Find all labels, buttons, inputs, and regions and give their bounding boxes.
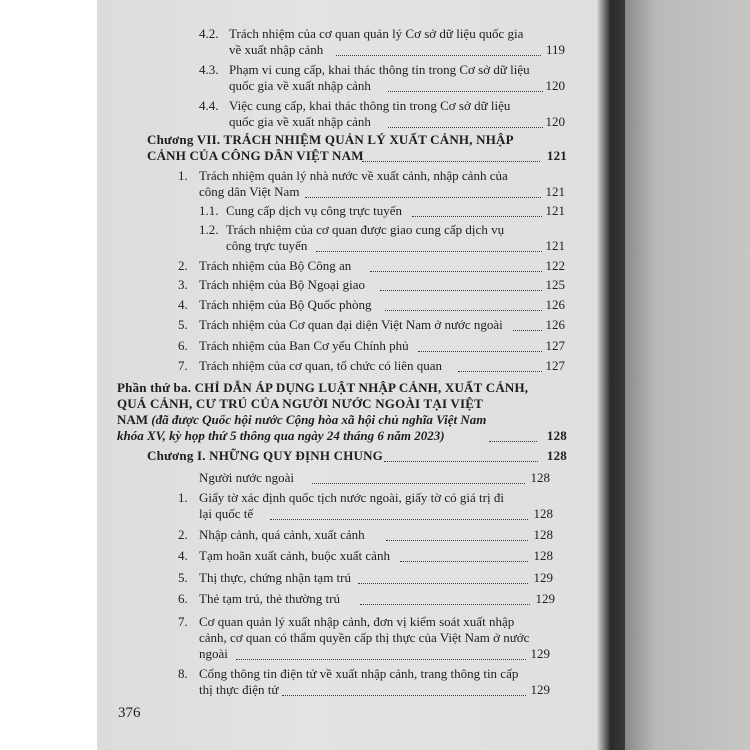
entry-number: 1. — [178, 490, 188, 505]
leader-dots — [236, 659, 526, 660]
page-number-ref: 129 — [533, 570, 553, 585]
entry-text: Người nước ngoài — [199, 470, 294, 485]
page-number-ref: 128 — [533, 506, 553, 521]
entry-number: 3. — [178, 277, 188, 292]
entry-number: 4.4. — [199, 98, 219, 113]
leader-dots — [458, 371, 542, 372]
entry-text: Cơ quan quản lý xuất nhập cảnh, đơn vị kiểm soát xuất nhập — [199, 614, 515, 629]
entry-number: 1.2. — [199, 222, 219, 237]
leader-dots — [388, 127, 543, 128]
entry-text-cont: quốc gia về xuất nhập cảnh — [229, 114, 371, 129]
leader-dots — [384, 461, 538, 462]
page-number-ref: 129 — [535, 591, 555, 606]
entry-text-cont: quốc gia về xuất nhập cảnh — [229, 78, 371, 93]
page-number-ref: 119 — [545, 42, 565, 57]
book-gutter — [597, 0, 627, 750]
page-number-ref: 126 — [545, 317, 565, 332]
leader-dots — [380, 290, 542, 291]
entry-text-cont: ngoài — [199, 646, 228, 661]
entry-text-cont: cảnh, cơ quan có thẩm quyền cấp thị thực của Việt Nam ở nước — [199, 630, 530, 645]
part-3-heading-cont: QUÁ CẢNH, CƯ TRÚ CỦA NGƯỜI NƯỚC NGOÀI TẠI VIỆT — [117, 396, 484, 411]
leader-dots — [370, 271, 542, 272]
toc-entry-ch1-7-cont — [199, 630, 529, 646]
page-number-ref: 120 — [545, 78, 565, 93]
entry-number: 2. — [178, 258, 188, 273]
page-number-ref: 126 — [545, 297, 565, 312]
entry-number: 7. — [178, 614, 188, 629]
entry-text: Việc cung cấp, khai thác thông tin trong Cơ sở dữ liệu — [229, 98, 511, 113]
entry-text: Cung cấp dịch vụ công trực tuyến — [226, 203, 403, 218]
part-3-subtitle-cont: khóa XV, kỳ họp thứ 5 thông qua ngày 24 tháng 6 năm 2023) — [117, 428, 445, 443]
toc-entry-1-2-cont — [226, 238, 307, 254]
page-number-ref: 128 — [530, 470, 550, 485]
toc-entry-4-3-cont — [229, 78, 371, 94]
page-number-ref: 127 — [545, 338, 565, 353]
entry-text: Giấy tờ xác định quốc tịch nước ngoài, giấy tờ có giá trị đi — [199, 490, 504, 505]
leader-dots — [282, 695, 526, 696]
entry-number: 5. — [178, 317, 188, 332]
page-number-ref: 129 — [530, 646, 550, 661]
entry-text: Trách nhiệm của Bộ Quốc phòng — [199, 297, 372, 312]
chapter-7-heading: Chương VII. TRÁCH NHIỆM QUẢN LÝ XUẤT CẢNH, NHẬP — [147, 132, 514, 147]
leader-dots — [358, 583, 528, 584]
leader-dots — [316, 251, 542, 252]
page-number-ref: 121 — [545, 203, 565, 218]
leader-dots — [400, 561, 528, 562]
entry-text: Thẻ tạm trú, thẻ thường trú — [199, 591, 341, 606]
page-number-ref: 121 — [545, 184, 565, 199]
entry-text-cont: về xuất nhập cảnh — [229, 42, 324, 57]
entry-number: 4. — [178, 548, 188, 563]
page-number-ref: 121 — [546, 148, 567, 163]
page-number-ref: 128 — [546, 428, 567, 443]
page-number-ref: 120 — [545, 114, 565, 129]
entry-text-cont: lại quốc tế — [199, 506, 254, 521]
leader-dots — [305, 197, 541, 198]
page-number-ref: 128 — [533, 527, 553, 542]
entry-text: Cổng thông tin điện tử về xuất nhập cảnh, trang thông tin cấp — [199, 666, 519, 681]
toc-entry-ch1-1-cont — [199, 506, 253, 522]
leader-dots — [360, 604, 530, 605]
entry-number: 4.2. — [199, 26, 219, 41]
part-3-heading: Phần thứ ba. CHỈ DẪN ÁP DỤNG LUẬT NHẬP CẢNH, XUẤT CẢNH, — [117, 380, 529, 395]
page-number-ref: 125 — [545, 277, 565, 292]
part-3-heading-cont-2 — [117, 412, 486, 428]
entry-number: 1.1. — [199, 203, 219, 218]
page-number-ref: 128 — [546, 448, 567, 463]
toc-entry-4-4-cont — [229, 114, 371, 130]
chapter-1-heading: Chương I. NHỮNG QUY ĐỊNH CHUNG — [147, 448, 383, 463]
entry-text: Trách nhiệm của Bộ Ngoại giao — [199, 277, 365, 292]
adjacent-page-edge — [625, 0, 750, 750]
leader-dots — [388, 91, 543, 92]
entry-number: 6. — [178, 338, 188, 353]
chapter-7-heading-cont: CẢNH CỦA CÔNG DÂN VIỆT NAM — [147, 148, 364, 163]
page-number: 376 — [118, 705, 141, 721]
toc-entry-4-2-cont — [229, 42, 323, 58]
entry-text: Tạm hoãn xuất cảnh, buộc xuất cảnh — [199, 548, 390, 563]
page-number-ref: 122 — [545, 258, 565, 273]
leader-dots — [386, 540, 528, 541]
entry-text: Trách nhiệm của cơ quan, tổ chức có liên quan — [199, 358, 443, 373]
entry-number: 8. — [178, 666, 188, 681]
entry-text: Trách nhiệm của Cơ quan đại diện Việt Nam ở nước ngoài — [199, 317, 503, 332]
entry-number: 5. — [178, 570, 188, 585]
leader-dots — [385, 310, 542, 311]
page-number-ref: 129 — [530, 682, 550, 697]
toc-entry-1-cont — [199, 184, 299, 200]
entry-number: 4. — [178, 297, 188, 312]
part-3-subtitle: (đã được Quốc hội nước Cộng hòa xã hội chủ nghĩa Việt Nam — [151, 412, 487, 427]
entry-number: 7. — [178, 358, 188, 373]
entry-text: Trách nhiệm của cơ quan quản lý Cơ sở dữ liệu quốc gia — [229, 26, 524, 41]
leader-dots — [412, 216, 542, 217]
toc-entry-ch1-7-cont-2 — [199, 646, 228, 662]
entry-number: 4.3. — [199, 62, 219, 77]
entry-text: Phạm vi cung cấp, khai thác thông tin trong Cơ sở dữ liệu — [229, 62, 530, 77]
entry-number: 6. — [178, 591, 188, 606]
part-3-heading-word: NAM — [117, 412, 149, 427]
entry-text-cont: công trực tuyến — [226, 238, 308, 253]
toc-entry-ch1-8-cont — [199, 682, 278, 698]
entry-text: Thị thực, chứng nhận tạm trú — [199, 570, 352, 585]
leader-dots — [362, 161, 540, 162]
entry-number: 1. — [178, 168, 188, 183]
leader-dots — [336, 55, 541, 56]
leader-dots — [489, 441, 537, 442]
entry-text-cont: công dân Việt Nam — [199, 184, 300, 199]
entry-text: Trách nhiệm của cơ quan được giao cung cấp dịch vụ — [226, 222, 505, 237]
leader-dots — [418, 351, 542, 352]
entry-text-cont: thị thực điện tử — [199, 682, 279, 697]
entry-number: 2. — [178, 527, 188, 542]
page-number-ref: 121 — [545, 238, 565, 253]
entry-text: Trách nhiệm quản lý nhà nước về xuất cảnh, nhập cảnh của — [199, 168, 508, 183]
page-number-ref: 128 — [533, 548, 553, 563]
leader-dots — [312, 483, 525, 484]
entry-text: Trách nhiệm của Bộ Công an — [199, 258, 352, 273]
entry-text: Trách nhiệm của Ban Cơ yếu Chính phủ — [199, 338, 409, 353]
entry-text: Nhập cảnh, quá cảnh, xuất cảnh — [199, 527, 365, 542]
page-number-ref: 127 — [545, 358, 565, 373]
leader-dots — [270, 519, 528, 520]
